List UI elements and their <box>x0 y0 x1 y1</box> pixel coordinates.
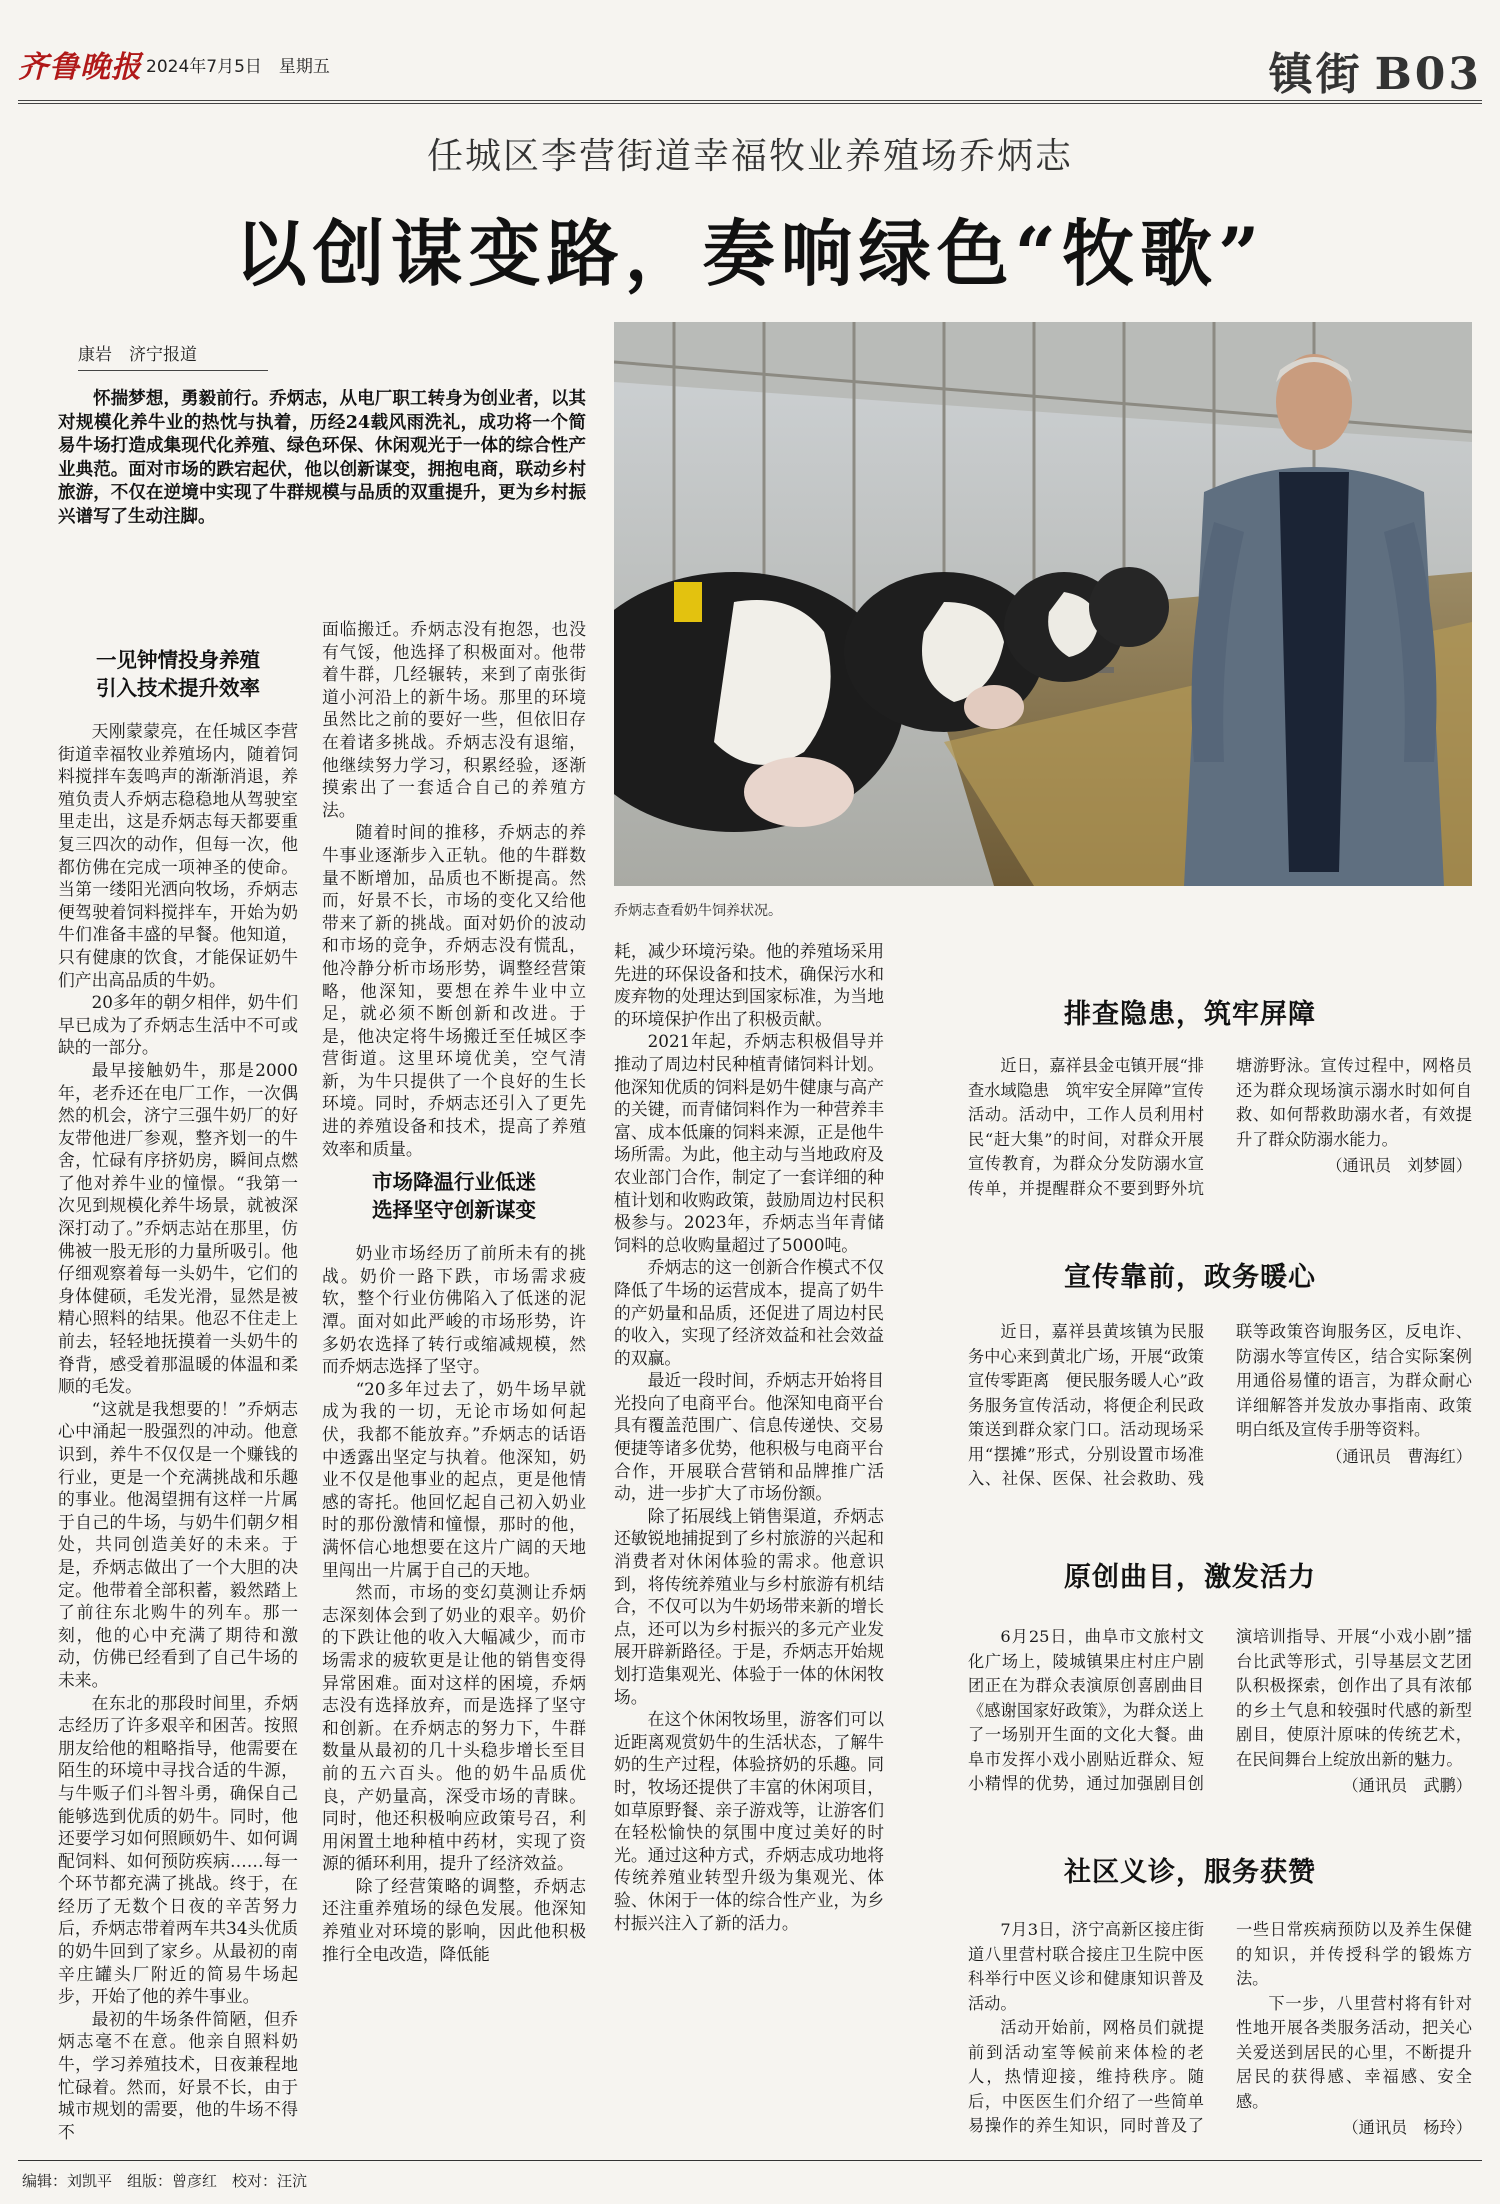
paragraph: 最初的牛场条件简陋，但乔炳志毫不在意。他亲自照料奶牛，学习养殖技术，日夜兼程地忙碌着。然而，好景不长，由于城市规划的需要，他的牛场不得不 <box>58 2008 298 2142</box>
article-column-3 <box>614 940 884 1934</box>
paragraph: 活动开始前，网格员们就提前到活动室等候前来体检的老人，热情迎接，维持秩序。随后，中医医生们介绍了一些简单易操作的养生知识，同时普及了一些日常疾病预防以及养生保健的知识，并传授科学的锻炼方法。 <box>968 1920 1472 2135</box>
brief-title: 社区义诊，服务获赞 <box>1064 1857 1316 1888</box>
paragraph: 乔炳志的这一创新合作模式不仅降低了牛场的运营成本，提高了奶牛的产奶量和品质，还促进了周边村民的收入，实现了经济效益和社会效益的双赢。 <box>614 1257 884 1368</box>
paragraph: 在东北的那段时间里，乔炳志经历了许多艰辛和困苦。按照朋友给他的粗略指导，他需要在陌生的环境中寻找合适的牛源，与牛贩子们斗智斗勇，确保自己能够选到优质的奶牛。同时，他还要学习如何照顾奶牛、如何调配饲料、如何预防疾病……每一个环节都充满了挑战。终于，在经历了无数个日夜的辛苦努力后，乔炳志带着两车共34头优质的奶牛回到了家乡。从最初的南辛庄罐头厂附近的简易牛场起步，开始了他的养牛事业。 <box>58 1692 298 2007</box>
paragraph: 20多年的朝夕相伴，奶牛们早已成为了乔炳志生活中不可或缺的一部分。 <box>58 992 298 1058</box>
paragraph: 除了拓展线上销售渠道，乔炳志还敏锐地捕捉到了乡村旅游的兴起和消费者对休闲体验的需求。他意识到，将传统养殖业与乡村旅游有机结合，不仅可以为牛奶场带来新的增长点，还可以为乡村振兴的多元产业发展开辟新路径。于是，乔炳志开始规划打造集观光、体验于一体的休闲牧场。 <box>614 1505 884 1707</box>
cowshed-photo <box>614 322 1472 886</box>
paragraph: 最近一段时间，乔炳志开始将目光投向了电商平台。他深知电商平台具有覆盖范围广、信息传递快、交易便捷等诸多优势，他积极与电商平台合作，开展联合营销和品牌推广活动，进一步扩大了市场份额。 <box>614 1370 884 1504</box>
brief-body <box>968 1320 1472 1492</box>
brief-credit: （通讯员 刘梦圆） <box>1326 1156 1472 1175</box>
paragraph: 2021年起，乔炳志积极倡导并推动了周边村民种植青储饲料计划。他深知优质的饲料是奶牛健康与高产的关键，而青储饲料作为一种营养丰富、成本低廉的饲料来源，正是他牛场所需。为此，他主动与当地政府及农业部门合作，制定了一套详细的种植计划和收购政策，鼓励周边村民积极参与。2023年，乔炳志当年青储饲料的总收购量超过了5000吨。 <box>614 1031 884 1255</box>
paragraph: 最早接触奶牛，那是2000年，老乔还在电厂工作，一次偶然的机会，济宁三强牛奶厂的好友带他进厂参观，整齐划一的牛舍，忙碌有序挤奶房，瞬间点燃了他对养牛业的憧憬。“我第一次见到规模化养牛场景，就被深深打动了。”乔炳志站在那里，仿佛被一股无形的力量所吸引。他仔细观察着每一头奶牛，它们的身体健硕，毛发光滑，显然是被精心照料的结果。他忍不住走上前去，轻轻地抚摸着一头奶牛的脊背，感受着那温暖的体温和柔顺的毛发。 <box>58 1059 298 1397</box>
brief-body <box>968 1918 1472 2141</box>
column-2-subhead <box>322 1168 586 1224</box>
brief-credit: （通讯员 武鹏） <box>1342 1776 1472 1795</box>
subhead-text: 市场降温行业低迷 选择坚守创新谋变 <box>372 1170 536 1223</box>
paragraph: 然而，市场的变幻莫测让乔炳志深刻体会到了奶业的艰辛。奶价的下跌让他的收入大幅减少，而市场需求的疲软更是让他的销售变得异常困难。面对这样的困境，乔炳志没有选择放弃，而是选择了坚守和创新。在乔炳志的努力下，牛群数量从最初的几十头稳步增长至目前的五六百头。他的奶牛品质优良，产奶量高，深受市场的青睐。同时，他还积极响应政策号召，利用闲置土地种植中药材，实现了资源的循环利用，提升了经济效益。 <box>322 1582 586 1874</box>
brief-title: 宣传靠前，政务暖心 <box>1064 1262 1316 1293</box>
paragraph: 近日，嘉祥县金屯镇开展“排查水域隐患 筑牢安全屏障”宣传活动。活动中，工作人员利用村民“赶大集”的时间，对群众开展宣传教育，为群众分发防溺水宣传单，并提醒群众不要到野外坑塘游野泳。宣传过程中，网格员还为群众现场演示溺水时如何自救、如何帮救助溺水者，有效提升了群众防溺水能力。 <box>968 1056 1472 1198</box>
column-1-subhead <box>58 646 298 702</box>
article-byline: 康岩 济宁报道 <box>78 345 197 365</box>
article-lead: 怀揣梦想，勇毅前行。乔炳志，从电厂职工转身为创业者，以其对规模化养牛业的热忱与执着，历经24载风雨洗礼，成功将一个简易牛场打造成集现代化养殖、绿色环保、休闲观光于一体的综合性产业典范。面对市场的跌宕起伏，他以创新谋变，拥抱电商，联动乡村旅游，不仅在逆境中实现了牛群规模与品质的双重提升，更为乡村振兴谱写了生动注脚。 <box>58 389 586 527</box>
footer-divider <box>18 2160 1482 2161</box>
masthead <box>18 36 1482 104</box>
paragraph: 面临搬迁。乔炳志没有抱怨，也没有气馁，他选择了积极面对。他带着牛群，几经辗转，来到了南张街道小河沿上的新牛场。那里的环境虽然比之前的要好一些，但依旧存在着诸多挑战。乔炳志没有退缩，他继续努力学习，积累经验，逐渐摸索出了一套适合自己的养殖方法。 <box>322 619 586 820</box>
brief-title: 排查隐患，筑牢屏障 <box>1064 999 1316 1030</box>
editorial-credits: 编辑：刘凯平 组版：曾彦红 校对：汪沆 <box>22 2172 308 2190</box>
article-headline: 以创谋变路，奏响绿色“牧歌” <box>234 211 1266 296</box>
brief-body <box>968 1054 1472 1201</box>
photo-caption: 乔炳志查看奶牛饲养状况。 <box>614 903 782 919</box>
paragraph: 7月3日，济宁高新区接庄街道八里营村联合接庄卫生院中医科举行中医义诊和健康知识普及活动。 <box>968 1920 1204 2013</box>
brief-credit: （通讯员 杨玲） <box>1342 2118 1472 2137</box>
article-column-1 <box>58 638 298 2143</box>
article-kicker: 任城区李营街道幸福牧业养殖场乔炳志 <box>426 136 1073 177</box>
brief-title: 原创曲目，激发活力 <box>1064 1562 1316 1593</box>
paragraph: 6月25日，曲阜市文旅村文化广场上，陵城镇果庄村庄户剧团正在为群众表演原创喜剧曲目《感谢国家好政策》，为群众送上了一场别开生面的文化大餐。曲阜市发挥小戏小剧贴近群众、短小精悍的优势，通过加强剧目创演培训指导、开展“小戏小剧”擂台比武等形式，引导基层文艺团队积极探索，创作出了具有浓郁的乡土气息和较强时代感的新型剧目，使原汁原味的传统艺术，在民间舞台上绽放出新的魅力。 <box>968 1627 1472 1793</box>
section-name: 镇街 <box>1268 49 1363 100</box>
paragraph: 除了经营策略的调整，乔炳志还注重养殖场的绿色发展。他深知养殖业对环境的影响，因此他积极推行全电改造，降低能 <box>322 1875 586 1964</box>
article-photo <box>614 322 1472 886</box>
paragraph: 在这个休闲牧场里，游客们可以近距离观赏奶牛的生活状态，了解牛奶的生产过程，体验挤奶的乐趣。同时，牧场还提供了丰富的休闲项目，如草原野餐、亲子游戏等，让游客们在轻松愉快的氛围中度过美好的时光。通过这种方式，乔炳志成功地将传统养殖业转型升级为集观光、体验、休闲于一体的综合性产业，为乡村振兴注入了新的活力。 <box>614 1709 884 1933</box>
issue-date: 2024年7月5日 星期五 <box>146 57 330 77</box>
byline-divider <box>78 370 268 371</box>
newspaper-logo: 齐鲁晚报 <box>18 50 142 85</box>
paragraph: 天刚蒙蒙亮，在任城区李营街道幸福牧业养殖场内，随着饲料搅拌车轰鸣声的渐渐消退，养殖负责人乔炳志稳稳地从驾驶室里走出，这是乔炳志每天都要重复三四次的动作，但每一次，他都仿佛在完成一项神圣的使命。当第一缕阳光洒向牧场，乔炳志便驾驶着饲料搅拌车，开始为奶牛们准备丰盛的早餐。他知道，只有健康的饮食，才能保证奶牛们产出高品质的牛奶。 <box>58 721 298 990</box>
paragraph: 耗，减少环境污染。他的养殖场采用先进的环保设备和技术，确保污水和废弃物的处理达到国家标准，为当地的环境保护作出了积极贡献。 <box>614 941 884 1029</box>
paragraph: 近日，嘉祥县黄垓镇为民服务中心来到黄北广场，开展“政策宣传零距离 便民服务暖人心”政务服务宣传活动，将便企利民政策送到群众家门口。活动现场采用“摆摊”形式，分别设置市场准入、社保、医保、社会救助、残联等政策咨询服务区，反电诈、防溺水等宣传区，结合实际案例用通俗易懂的语言，为群众耐心详细解答并发放办事指南、政策明白纸及宣传手册等资料。 <box>968 1322 1472 1488</box>
paragraph: 随着时间的推移，乔炳志的养牛事业逐渐步入正轨。他的牛群数量不断增加，品质也不断提高。然而，好景不长，市场的变化又给他带来了新的挑战。面对奶价的波动和市场的竞争，乔炳志没有慌乱，他冷静分析市场形势，调整经营策略，他深知，要想在养牛业中立足，就必须不断创新和改进。于是，他决定将牛场搬迁至任城区李营街道。这里环境优美，空气清新，为牛只提供了一个良好的生长环境。同时，乔炳志还引入了更先进的养殖设备和技术，提高了养殖效率和质量。 <box>322 822 586 1159</box>
section-label <box>1269 38 1482 102</box>
paragraph: “这就是我想要的！”乔炳志心中涌起一股强烈的冲动。他意识到，养牛不仅仅是一个赚钱的行业，更是一个充满挑战和乐趣的事业。他渴望拥有这样一片属于自己的牛场，与奶牛们朝夕相处，共同创造美好的未来。于是，乔炳志做出了一个大胆的决定。他带着全部积蓄，毅然踏上了前往东北购牛的列车。那一刻，他的心中充满了期待和激动，仿佛已经看到了自己牛场的未来。 <box>58 1398 298 1690</box>
page-number: B03 <box>1374 49 1482 100</box>
paragraph: 下一步，八里营村将有针对性地开展各类服务活动，把关心关爱送到居民的心里，不断提升居民的获得感、幸福感、安全感。 <box>1236 1993 1472 2111</box>
paragraph: 奶业市场经历了前所未有的挑战。奶价一路下跌，市场需求疲软，整个行业仿佛陷入了低迷的泥潭。面对如此严峻的市场形势，许多奶农选择了转行或缩减规模，然而乔炳志选择了坚守。 <box>322 1243 586 1377</box>
subhead-text: 一见钟情投身养殖 引入技术提升效率 <box>96 648 260 700</box>
paragraph: “20多年过去了，奶牛场早就成为我的一切，无论市场如何起伏，我都不能放弃。”乔炳志的话语中透露出坚定与执着。他深知，奶业不仅是他事业的起点，更是他情感的寄托。他回忆起自己初入奶业时的那份激情和憧憬，那时的他，满怀信心地想要在这片广阔的天地里闯出一片属于自己的天地。 <box>322 1378 586 1580</box>
brief-body <box>968 1625 1472 1799</box>
brief-credit: （通讯员 曹海红） <box>1326 1446 1472 1466</box>
article-column-2 <box>322 618 586 1965</box>
